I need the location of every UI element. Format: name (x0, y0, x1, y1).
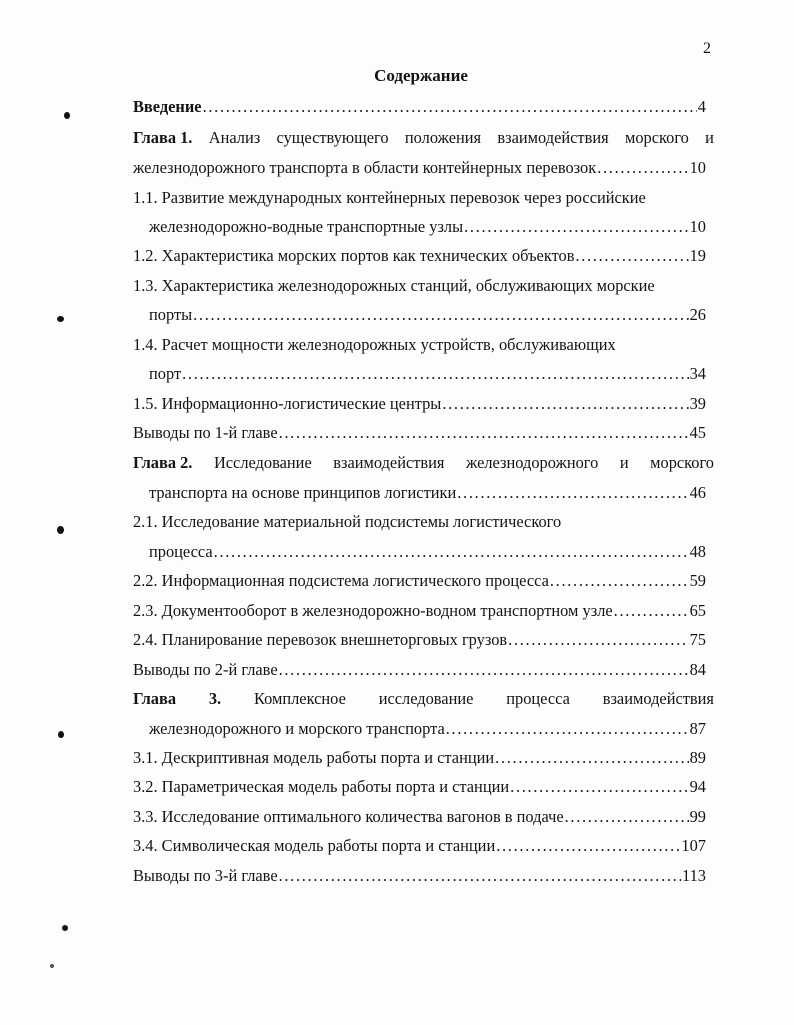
toc-entry-1-4-line2[interactable]: порт . . . 34 (149, 363, 706, 385)
leader-dots (279, 865, 681, 887)
toc-entry-1-2[interactable]: 1.2. Характеристика морских портов как технических объектов . . . 19 (133, 245, 706, 267)
toc-entry-1-1-line2[interactable]: железнодорожно-водные транспортные узлы . . . 10 (149, 216, 706, 238)
toc-entry-1-4-line1[interactable]: 1.4. Расчет мощности железнодорожных устройств, обслуживающих (133, 335, 616, 354)
leader-dots (464, 216, 688, 238)
leader-dots (203, 96, 697, 118)
leader-dots (182, 363, 689, 385)
toc-entry-3-3[interactable]: 3.3. Исследование оптимального количества вагонов в подаче . . . 99 (133, 806, 706, 828)
leader-dots (575, 245, 688, 267)
leader-dots (565, 806, 689, 828)
leader-dots (550, 570, 689, 592)
toc-entry-chapter-2-line1[interactable]: Глава 2. Исследование взаимодействия железнодорожного и морского (133, 453, 714, 472)
leader-dots (495, 747, 688, 769)
toc-entry-chapter-3-line1[interactable]: Глава 3. Комплексное исследование процесса взаимодействия (133, 689, 714, 708)
toc-entry-2-4[interactable]: 2.4. Планирование перевозок внешнеторговых грузов . . . 75 (133, 629, 706, 651)
toc-entry-1-3-line2[interactable]: порты . . . 26 (149, 304, 706, 326)
toc-entry-2-3[interactable]: 2.3. Документооборот в железнодорожно-водном транспортном узле . . . 65 (133, 600, 706, 622)
toc-entry-2-2[interactable]: 2.2. Информационная подсистема логистического процесса . . . 59 (133, 570, 706, 592)
scan-hole-mark (62, 925, 68, 931)
toc-entry-3-4[interactable]: 3.4. Символическая модель работы порта и станции . . . 107 (133, 835, 706, 857)
leader-dots (508, 629, 688, 651)
toc-entry-3-1[interactable]: 3.1. Дескриптивная модель работы порта и станции . . . 89 (133, 747, 706, 769)
leader-dots (279, 659, 689, 681)
toc-entry-2-1-line1[interactable]: 2.1. Исследование материальной подсистемы логистического (133, 512, 562, 531)
page-number: 2 (703, 40, 711, 57)
leader-dots (214, 541, 689, 563)
leader-dots (442, 393, 688, 415)
scan-hole-mark (64, 112, 70, 119)
page-title: Содержание (374, 66, 468, 85)
leader-dots (279, 422, 689, 444)
leader-dots (614, 600, 689, 622)
scan-hole-mark (57, 316, 64, 322)
toc-entry-1-3-line1[interactable]: 1.3. Характеристика железнодорожных станций, обслуживающих морские (133, 276, 655, 295)
scan-hole-mark (50, 964, 54, 968)
toc-entry-1-1-line1[interactable]: 1.1. Развитие международных контейнерных перевозок через российские (133, 188, 646, 207)
leader-dots (510, 776, 688, 798)
toc-entry-conclusions-1[interactable]: Выводы по 1-й главе . . . 45 (133, 422, 706, 444)
toc-entry-chapter-2-line2[interactable]: транспорта на основе принципов логистики . . . 46 (149, 482, 706, 504)
toc-entry-3-2[interactable]: 3.2. Параметрическая модель работы порта и станции . . . 94 (133, 776, 706, 798)
leader-dots (597, 157, 688, 179)
toc-entry-conclusions-3[interactable]: Выводы по 3-й главе . . . 113 (133, 865, 706, 887)
toc-entry-introduction[interactable]: Введение . . . 4 (133, 96, 706, 118)
leader-dots (193, 304, 688, 326)
toc-entry-conclusions-2[interactable]: Выводы по 2-й главе . . . 84 (133, 659, 706, 681)
toc-entry-chapter-3-line2[interactable]: железнодорожного и морского транспорта . . . 87 (149, 718, 706, 740)
toc-entry-chapter-1-line2[interactable]: железнодорожного транспорта в области контейнерных перевозок . . . 10 (133, 157, 706, 179)
leader-dots (457, 482, 688, 504)
scan-hole-mark (57, 526, 64, 534)
scan-hole-mark (58, 731, 64, 738)
toc-entry-2-1-line2[interactable]: процесса . . . 48 (149, 541, 706, 563)
leader-dots (496, 835, 680, 857)
toc-entry-chapter-1-line1[interactable]: Глава 1. Анализ существующего положения взаимодействия морского и (133, 128, 714, 147)
leader-dots (446, 718, 689, 740)
toc-entry-1-5[interactable]: 1.5. Информационно-логистические центры . . . 39 (133, 393, 706, 415)
